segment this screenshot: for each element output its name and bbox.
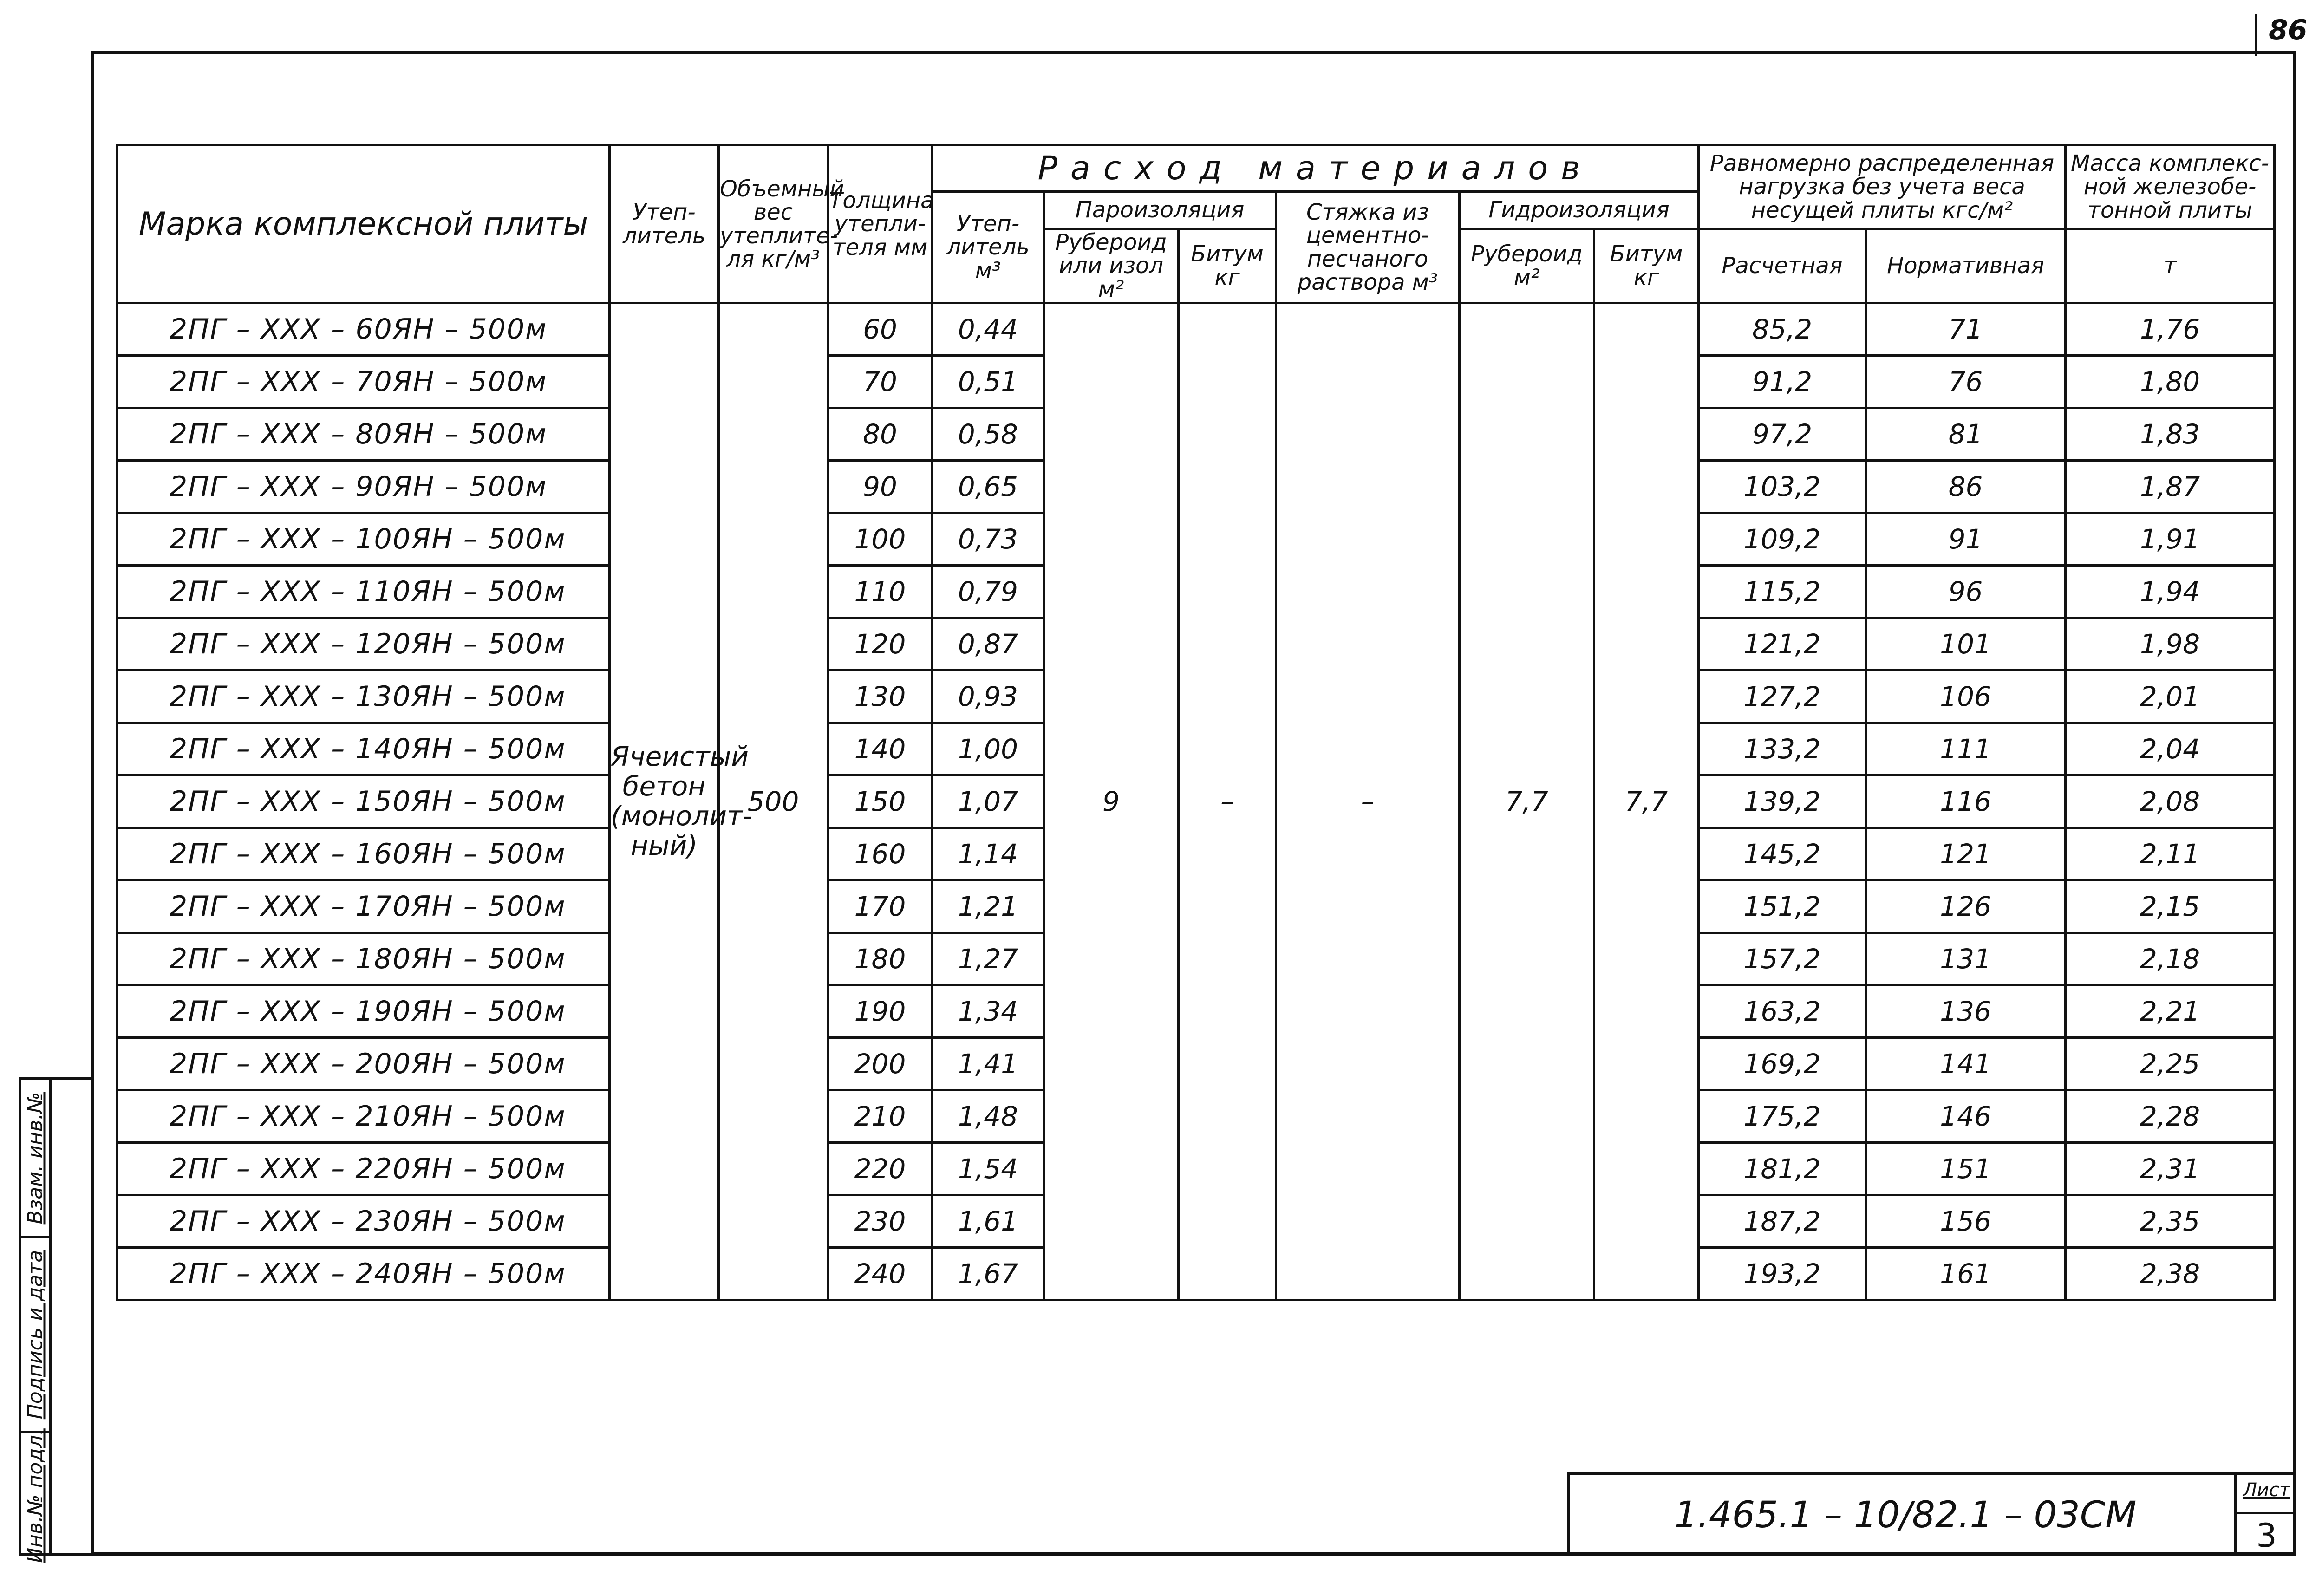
cell-thickness: 230 [828, 1195, 933, 1248]
cell-load-calc: 151,2 [1699, 880, 1866, 933]
cell-mark: 2ПГ – XXX – 210ЯН – 500м [117, 1090, 610, 1143]
cell-vapor-bitumen: – [1179, 303, 1276, 1300]
cell-mass: 2,21 [2066, 985, 2275, 1038]
cell-volume: 0,51 [933, 356, 1044, 408]
cell-load-norm: 161 [1866, 1248, 2066, 1300]
cell-mark: 2ПГ – XXX – 150ЯН – 500м [117, 775, 610, 828]
cell-mass: 1,91 [2066, 513, 2275, 566]
cell-mark: 2ПГ – XXX – 100ЯН – 500м [117, 513, 610, 566]
header-hydro-bitumen: Битум кг [1594, 229, 1699, 303]
side-cell-replace-inv: Взам. инв.№ [21, 1080, 49, 1238]
cell-thickness: 60 [828, 303, 933, 356]
cell-mark: 2ПГ – XXX – 120ЯН – 500м [117, 618, 610, 671]
header-mass: Масса комплекс-ной железобе-тонной плиты [2066, 145, 2275, 229]
side-stamp [19, 1077, 91, 1563]
cell-mark: 2ПГ – XXX – 190ЯН – 500м [117, 985, 610, 1038]
cell-thickness: 200 [828, 1038, 933, 1090]
cell-thickness: 100 [828, 513, 933, 566]
header-insul-volume: Утеп-литель м³ [933, 192, 1044, 303]
cell-load-calc: 169,2 [1699, 1038, 1866, 1090]
cell-load-norm: 91 [1866, 513, 2066, 566]
cell-load-norm: 81 [1866, 408, 2066, 461]
cell-thickness: 190 [828, 985, 933, 1038]
cell-load-calc: 109,2 [1699, 513, 1866, 566]
cell-load-calc: 181,2 [1699, 1143, 1866, 1195]
page-number: 86 [2269, 14, 2308, 46]
page-number-tick [2255, 14, 2257, 56]
cell-load-calc: 115,2 [1699, 566, 1866, 618]
header-hydro: Гидроизоляция [1460, 192, 1699, 229]
cell-load-norm: 76 [1866, 356, 2066, 408]
cell-load-calc: 133,2 [1699, 723, 1866, 775]
cell-hydro-roll: 7,7 [1460, 303, 1594, 1300]
cell-thickness: 220 [828, 1143, 933, 1195]
cell-mark: 2ПГ – XXX – 90ЯН – 500м [117, 461, 610, 513]
cell-volume: 1,07 [933, 775, 1044, 828]
cell-load-norm: 146 [1866, 1090, 2066, 1143]
cell-load-calc: 97,2 [1699, 408, 1866, 461]
cell-load-norm: 71 [1866, 303, 2066, 356]
cell-mass: 2,15 [2066, 880, 2275, 933]
cell-load-norm: 106 [1866, 671, 2066, 723]
cell-volume: 0,87 [933, 618, 1044, 671]
cell-mass: 1,83 [2066, 408, 2275, 461]
cell-thickness: 120 [828, 618, 933, 671]
header-load-calc: Расчетная [1699, 229, 1866, 303]
cell-load-calc: 139,2 [1699, 775, 1866, 828]
cell-load-norm: 101 [1866, 618, 2066, 671]
cell-thickness: 160 [828, 828, 933, 880]
header-mass-unit: т [2066, 229, 2275, 303]
cell-load-calc: 91,2 [1699, 356, 1866, 408]
cell-load-norm: 96 [1866, 566, 2066, 618]
cell-mark: 2ПГ – XXX – 170ЯН – 500м [117, 880, 610, 933]
header-consumption: Расход материалов [933, 145, 1699, 192]
table-row [117, 303, 2275, 356]
cell-thickness: 80 [828, 408, 933, 461]
cell-mark: 2ПГ – XXX – 240ЯН – 500м [117, 1248, 610, 1300]
cell-load-norm: 156 [1866, 1195, 2066, 1248]
cell-thickness: 130 [828, 671, 933, 723]
title-block-code: 1.465.1 – 10/82.1 – 03СМ [1567, 1472, 2241, 1556]
cell-mass: 2,25 [2066, 1038, 2275, 1090]
cell-mass: 1,94 [2066, 566, 2275, 618]
cell-volume: 1,61 [933, 1195, 1044, 1248]
cell-volume: 1,54 [933, 1143, 1044, 1195]
cell-load-calc: 85,2 [1699, 303, 1866, 356]
sheet-number-box [2234, 1472, 2296, 1556]
header-thickness: Толщина утепли-теля мм [828, 145, 933, 303]
cell-volume: 0,73 [933, 513, 1044, 566]
header-load-norm: Нормативная [1866, 229, 2066, 303]
cell-volume: 0,44 [933, 303, 1044, 356]
materials-table [116, 144, 2276, 1301]
header-vapor-roll: Рубероид или изол м² [1044, 229, 1179, 303]
cell-load-calc: 127,2 [1699, 671, 1866, 723]
header-vapor: Пароизоляция [1044, 192, 1276, 229]
cell-volume: 1,21 [933, 880, 1044, 933]
cell-load-calc: 175,2 [1699, 1090, 1866, 1143]
cell-load-calc: 157,2 [1699, 933, 1866, 985]
cell-mass: 1,80 [2066, 356, 2275, 408]
cell-thickness: 170 [828, 880, 933, 933]
cell-load-calc: 187,2 [1699, 1195, 1866, 1248]
cell-mark: 2ПГ – XXX – 220ЯН – 500м [117, 1143, 610, 1195]
cell-mark: 2ПГ – XXX – 60ЯН – 500м [117, 303, 610, 356]
cell-mass: 2,08 [2066, 775, 2275, 828]
side-cell-inv-orig: Инв.№ подл. [23, 1428, 47, 1563]
cell-volume: 0,93 [933, 671, 1044, 723]
cell-vapor-roll: 9 [1044, 303, 1179, 1300]
cell-thickness: 140 [828, 723, 933, 775]
sheet-label: Лист [2243, 1479, 2290, 1501]
cell-mass: 1,98 [2066, 618, 2275, 671]
cell-thickness: 70 [828, 356, 933, 408]
cell-mass: 2,18 [2066, 933, 2275, 985]
cell-load-norm: 136 [1866, 985, 2066, 1038]
cell-load-norm: 86 [1866, 461, 2066, 513]
cell-mass: 1,87 [2066, 461, 2275, 513]
cell-mark: 2ПГ – XXX – 160ЯН – 500м [117, 828, 610, 880]
header-vapor-bitumen: Битум кг [1179, 229, 1276, 303]
cell-mass: 2,28 [2066, 1090, 2275, 1143]
cell-mass: 2,38 [2066, 1248, 2275, 1300]
cell-load-norm: 151 [1866, 1143, 2066, 1195]
cell-thickness: 150 [828, 775, 933, 828]
cell-volume: 1,27 [933, 933, 1044, 985]
header-insulation: Утеп-литель [610, 145, 719, 303]
cell-mark: 2ПГ – XXX – 70ЯН – 500м [117, 356, 610, 408]
cell-load-calc: 145,2 [1699, 828, 1866, 880]
cell-mark: 2ПГ – XXX – 80ЯН – 500м [117, 408, 610, 461]
cell-density: 500 [719, 303, 828, 1300]
cell-load-norm: 116 [1866, 775, 2066, 828]
cell-mass: 1,76 [2066, 303, 2275, 356]
cell-mass: 2,04 [2066, 723, 2275, 775]
cell-mark: 2ПГ – XXX – 230ЯН – 500м [117, 1195, 610, 1248]
cell-thickness: 240 [828, 1248, 933, 1300]
cell-thickness: 110 [828, 566, 933, 618]
cell-mark: 2ПГ – XXX – 180ЯН – 500м [117, 933, 610, 985]
cell-volume: 0,58 [933, 408, 1044, 461]
cell-volume: 1,14 [933, 828, 1044, 880]
header-mark: Марка комплексной плиты [117, 145, 610, 303]
cell-load-calc: 163,2 [1699, 985, 1866, 1038]
cell-mark: 2ПГ – XXX – 110ЯН – 500м [117, 566, 610, 618]
header-density: Объемный вес утеплите-ля кг/м³ [719, 145, 828, 303]
cell-mark: 2ПГ – XXX – 200ЯН – 500м [117, 1038, 610, 1090]
cell-load-calc: 193,2 [1699, 1248, 1866, 1300]
sheet-number: 3 [2237, 1512, 2296, 1555]
header-screed: Стяжка из цементно-песчаного раствора м³ [1276, 192, 1460, 303]
cell-insulation: Ячеистый бетон (монолит-ный) [610, 303, 719, 1300]
cell-load-calc: 121,2 [1699, 618, 1866, 671]
side-stamp-divider [49, 1080, 52, 1553]
cell-mass: 2,31 [2066, 1143, 2275, 1195]
cell-volume: 1,48 [933, 1090, 1044, 1143]
cell-mass: 2,11 [2066, 828, 2275, 880]
header-hydro-roll: Рубероид м² [1460, 229, 1594, 303]
cell-screed: – [1276, 303, 1460, 1300]
cell-load-norm: 111 [1866, 723, 2066, 775]
side-cell-sign-date: Подпись и дата [21, 1238, 49, 1433]
cell-mass: 2,01 [2066, 671, 2275, 723]
cell-load-norm: 121 [1866, 828, 2066, 880]
cell-volume: 1,67 [933, 1248, 1044, 1300]
cell-mass: 2,35 [2066, 1195, 2275, 1248]
cell-volume: 1,34 [933, 985, 1044, 1038]
cell-thickness: 210 [828, 1090, 933, 1143]
cell-volume: 1,00 [933, 723, 1044, 775]
cell-hydro-bitumen: 7,7 [1594, 303, 1699, 1300]
cell-volume: 1,41 [933, 1038, 1044, 1090]
cell-thickness: 180 [828, 933, 933, 985]
cell-thickness: 90 [828, 461, 933, 513]
cell-volume: 0,65 [933, 461, 1044, 513]
cell-load-norm: 131 [1866, 933, 2066, 985]
cell-load-norm: 126 [1866, 880, 2066, 933]
cell-mark: 2ПГ – XXX – 140ЯН – 500м [117, 723, 610, 775]
cell-volume: 0,79 [933, 566, 1044, 618]
cell-load-norm: 141 [1866, 1038, 2066, 1090]
cell-load-calc: 103,2 [1699, 461, 1866, 513]
cell-mark: 2ПГ – XXX – 130ЯН – 500м [117, 671, 610, 723]
header-load: Равномерно распределенная нагрузка без учета веса несущей плиты кгс/м² [1699, 145, 2066, 229]
